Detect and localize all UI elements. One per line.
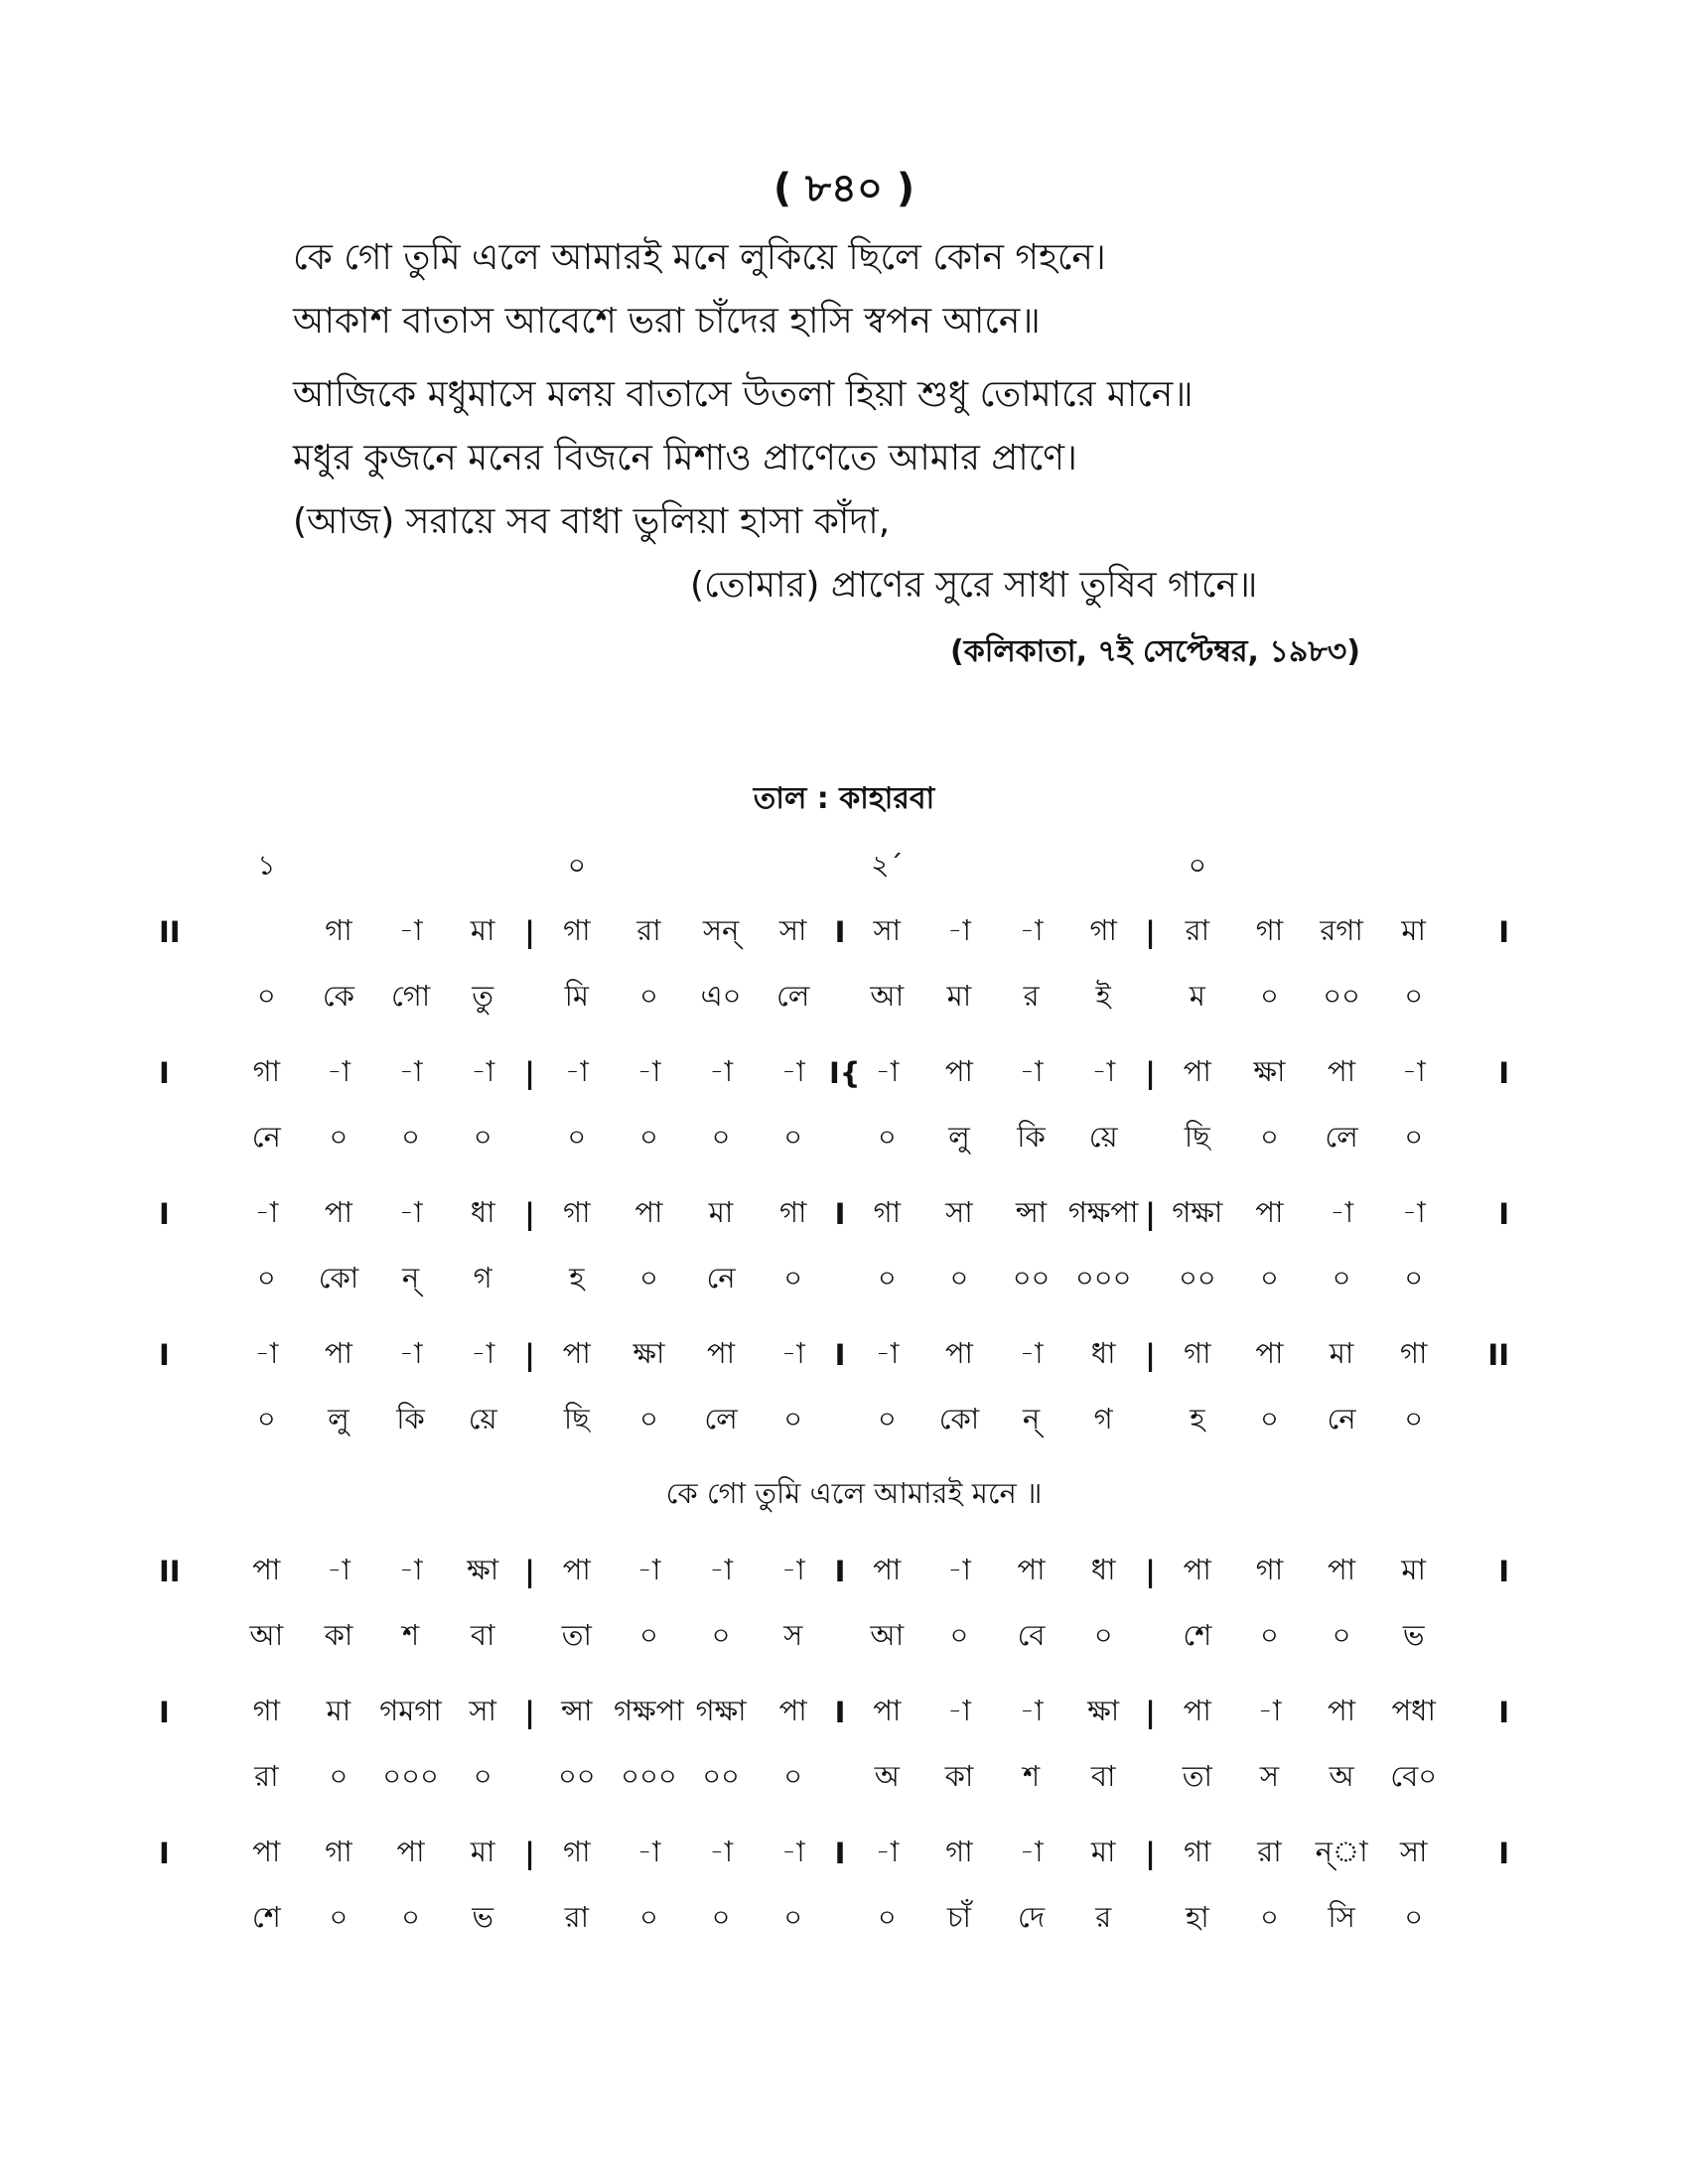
notation-cell: বা — [470, 1617, 495, 1652]
notation-cell: ০ — [783, 1899, 803, 1934]
notation-cell: পা — [324, 1335, 352, 1370]
notation-cell: ধা — [470, 1194, 495, 1229]
notation-cell: গা — [1255, 912, 1284, 947]
lyric-syllable-row — [159, 1247, 1509, 1312]
notation-cell: গক্ষপা — [1067, 1194, 1139, 1229]
notation-cell: দে — [1018, 1899, 1046, 1934]
notation-cell: গা — [945, 1834, 973, 1868]
barline: | — [1145, 1837, 1156, 1870]
notation-cell: ০০ — [702, 1758, 740, 1793]
notation-cell: হ — [569, 1260, 585, 1295]
notation-cell: শ — [1022, 1758, 1041, 1793]
notation-cell: -া — [1019, 1053, 1044, 1088]
notation-cell: ক্ষা — [467, 1552, 499, 1586]
notation-cell: ০ — [401, 1899, 420, 1934]
notation-cell: মা — [470, 1834, 495, 1868]
lyric-syllable-row — [159, 965, 1509, 1030]
notation-cell: -া — [780, 1335, 805, 1370]
notation-cell: নে — [706, 1260, 736, 1295]
notation-cell: রগা — [1320, 912, 1363, 947]
notation-cell: রা — [564, 1899, 589, 1934]
notation-cell: গা — [1089, 912, 1117, 947]
notation-cell: তু — [472, 978, 494, 1013]
notation-cell: গা — [563, 1834, 591, 1868]
notation-cell: -া — [636, 1834, 661, 1868]
notation-cell: গা — [778, 1194, 807, 1229]
notation-cell: ০ — [329, 1899, 349, 1934]
notation-cell — [230, 908, 303, 957]
notation-cell: ০ — [783, 1758, 803, 1793]
lyric-syllable-row — [159, 1745, 1509, 1811]
notation-cell: ন্া — [1315, 1834, 1368, 1868]
notation-cell: পা — [1255, 1194, 1284, 1229]
barline: | — [1145, 915, 1156, 949]
notation-cell: কি — [1017, 1119, 1046, 1154]
barline: I — [159, 1056, 170, 1090]
notation-cell: ন্ — [401, 1260, 420, 1295]
notation-cell: পা — [1328, 1552, 1356, 1586]
notation-cell: গক্ষপা — [614, 1693, 684, 1727]
notation-cell: -া — [398, 912, 423, 947]
notation-cell: ধা — [1090, 1335, 1116, 1370]
notation-cell: আ — [870, 1617, 905, 1652]
notation-cell: ছি — [563, 1401, 590, 1435]
notation-cell: পা — [396, 1834, 425, 1868]
notation-cell: এ০ — [700, 978, 742, 1013]
lyric-line: আজিকে মধুমাসে মলয় বাতাসে উতলা হিয়া শুধু তোমারে মানে॥ — [293, 374, 1194, 415]
notation-cell: সা — [469, 1693, 496, 1727]
notation-cell: ০ — [329, 1119, 349, 1154]
barline: I — [834, 915, 846, 949]
notation-cell: পা — [1328, 1053, 1356, 1088]
notation-cell: সা — [778, 912, 807, 947]
notation-cell: ০ — [1093, 1617, 1113, 1652]
notation-cell: -া — [254, 1194, 279, 1229]
notation-cell: গ — [473, 1260, 492, 1295]
notation-cell: ০ — [1404, 1899, 1424, 1934]
notation-cell: ০ — [473, 1758, 492, 1793]
notation-cell: গা — [252, 1693, 281, 1727]
swara-row — [159, 1040, 1509, 1106]
notation-cell: ০ — [877, 1899, 897, 1934]
notation-cell: মা — [1401, 1552, 1426, 1586]
notation-cell: ০ — [1260, 1260, 1279, 1295]
notation-cell: শে — [1183, 1617, 1212, 1652]
notation-cell: ০ — [473, 1119, 492, 1154]
notation-cell: ধা — [1090, 1552, 1116, 1586]
notation-cell: গ — [1093, 1401, 1113, 1435]
notation-cell: পা — [324, 1194, 352, 1229]
barline: | — [1145, 1056, 1156, 1090]
notation-cell: বে০ — [1390, 1758, 1438, 1793]
notation-cell: -া — [780, 1053, 805, 1088]
notation-cell: ০ — [783, 1119, 803, 1154]
swara-row — [159, 1539, 1509, 1604]
notation-cell: -া — [780, 1834, 805, 1868]
swara-row — [159, 1181, 1509, 1247]
notation-cell: য়ে — [1088, 1119, 1118, 1154]
notation-cell: ০ — [1332, 1260, 1351, 1295]
notation-cell: মা — [946, 978, 972, 1013]
notation-cell: অ — [874, 1758, 900, 1793]
notation-cell: পা — [944, 1335, 973, 1370]
barline: I — [1498, 1197, 1509, 1231]
notation-cell: পধা — [1391, 1693, 1436, 1727]
notation-cell: গা — [563, 1194, 591, 1229]
notation-cell: পা — [1017, 1552, 1046, 1586]
notation-cell: -া — [471, 1053, 495, 1088]
barline: I — [159, 1197, 170, 1231]
notation-cell: লু — [328, 1401, 350, 1435]
notation-cell: গমগা — [379, 1693, 442, 1727]
tala-heading: তাল : কাহারবা — [753, 781, 935, 816]
notation-cell: গা — [325, 912, 352, 947]
notation-cell: -া — [709, 1834, 733, 1868]
notation-cell: কি — [396, 1401, 425, 1435]
notation-cell: পা — [562, 1335, 591, 1370]
notation-cell: হা — [1185, 1899, 1209, 1934]
lyric-syllable-row — [159, 1604, 1509, 1670]
notation-cell: লে — [1325, 1119, 1358, 1154]
notation-cell: অ — [1329, 1758, 1354, 1793]
notation-cell: -া — [1401, 1194, 1426, 1229]
notation-cell: -া — [1330, 1194, 1353, 1229]
notation-cell: -া — [327, 1552, 351, 1586]
notation-cell: -া — [398, 1552, 423, 1586]
barline: II — [1487, 1338, 1509, 1372]
notation-cell: ০ — [1404, 1260, 1424, 1295]
notation-cell: র — [1023, 978, 1040, 1013]
notation-cell: মি — [564, 978, 590, 1013]
notation-cell: মা — [1329, 1335, 1354, 1370]
barline: I — [834, 1696, 846, 1729]
barline: | — [524, 1338, 535, 1372]
notation-cell: ০ — [1260, 978, 1279, 1013]
notation-cell: ই — [1095, 978, 1111, 1013]
notation-cell: -া — [1091, 1053, 1116, 1088]
notation-cell: গো — [390, 978, 431, 1013]
notation-cell: -া — [947, 912, 971, 947]
notation-cell: কো — [938, 1401, 980, 1435]
notation-cell: পা — [707, 1335, 736, 1370]
notation-cell: ০ — [949, 1617, 969, 1652]
notation-cell: শে — [251, 1899, 281, 1934]
notation-cell: -া — [947, 1693, 971, 1727]
notation-cell: গা — [873, 1194, 902, 1229]
notation-cell: ০ — [256, 1401, 276, 1435]
notation-cell: ০ — [877, 1260, 897, 1295]
notation-cell: -া — [254, 1335, 279, 1370]
notation-cell: মা — [1090, 1834, 1116, 1868]
notation-cell: পা — [1183, 1053, 1211, 1088]
notation-cell: -া — [636, 1552, 661, 1586]
notation-cell: -া — [564, 1053, 589, 1088]
notation-cell: লে — [776, 978, 810, 1013]
notation-cell: -া — [709, 1053, 733, 1088]
notation-cell: ০ — [711, 1899, 731, 1934]
notation-cell: আ — [249, 1617, 284, 1652]
notation-cell: ০ — [256, 1260, 276, 1295]
notation-cell: ০ — [329, 1758, 349, 1793]
notation-cell: গা — [1255, 1552, 1284, 1586]
notation-cell: আ — [870, 978, 905, 1013]
beat-marker: ০ — [1188, 848, 1206, 882]
notation-cell: -া — [636, 1053, 661, 1088]
notation-cell: কো — [318, 1260, 359, 1295]
barline: I — [1498, 1056, 1509, 1090]
beat-marker-row — [159, 834, 1509, 899]
notation-cell: -া — [875, 1053, 900, 1088]
notation-cell: -া — [471, 1335, 495, 1370]
notation-cell: ০ — [877, 1401, 897, 1435]
barline: II — [159, 915, 181, 949]
notation-cell: ০ — [639, 1260, 658, 1295]
notation-cell: সি — [1328, 1899, 1355, 1934]
notation-cell: বে — [1017, 1617, 1046, 1652]
notation-cell: ক্ষা — [633, 1335, 665, 1370]
barline: I — [159, 1696, 170, 1729]
notation-cell: গা — [252, 1053, 281, 1088]
notation-cell: ভ — [1402, 1617, 1425, 1652]
notation-cell: গক্ষা — [695, 1693, 747, 1727]
notation-cell: -া — [1257, 1693, 1282, 1727]
notation-cell: পা — [252, 1552, 281, 1586]
barline: | — [524, 915, 535, 949]
notation-cell: ক্ষা — [1087, 1693, 1120, 1727]
barline: | — [524, 1056, 535, 1090]
barline: I — [834, 1555, 846, 1588]
notation-cell: ০০ — [1178, 1260, 1216, 1295]
notation-cell: হ — [1190, 1401, 1205, 1435]
notation-cell: কা — [324, 1617, 353, 1652]
notation-cell: তা — [1182, 1758, 1212, 1793]
notation-cell: শ — [401, 1617, 420, 1652]
notation-cell: বা — [1090, 1758, 1116, 1793]
notation-cell: -া — [398, 1053, 423, 1088]
notation-cell: ০ — [639, 978, 658, 1013]
notation-cell: ০০ — [1323, 978, 1360, 1013]
barline: | — [524, 1696, 535, 1729]
notation-cell: নে — [1327, 1401, 1356, 1435]
barline: | — [1145, 1197, 1156, 1231]
notation-cell: পা — [634, 1194, 663, 1229]
refrain-line: কে গো তুমি এলে আমারই মনে ॥ — [665, 1476, 1043, 1510]
notation-cell: ০ — [401, 1119, 420, 1154]
barline: I — [1498, 1837, 1509, 1870]
barline: I — [834, 1338, 846, 1372]
notation-cell: ০ — [567, 1119, 587, 1154]
notation-cell: গা — [1399, 1335, 1428, 1370]
swara-row — [159, 1821, 1509, 1886]
notation-cell: লে — [704, 1401, 738, 1435]
notation-cell: -া — [1019, 1693, 1044, 1727]
notation-cell: পা — [1255, 1335, 1284, 1370]
notation-table — [159, 834, 1509, 1962]
notation-cell: পা — [1183, 1693, 1211, 1727]
notation-cell: ছি — [1184, 1119, 1210, 1154]
notation-cell: -া — [875, 1834, 900, 1868]
notation-cell: নে — [251, 1119, 281, 1154]
notation-cell: সা — [1399, 1834, 1428, 1868]
notation-cell: ন্ — [1022, 1401, 1041, 1435]
notation-cell: -া — [709, 1552, 733, 1586]
notation-cell: -া — [327, 1053, 351, 1088]
barline: | — [524, 1197, 535, 1231]
notation-cell: স — [1259, 1758, 1280, 1793]
barline: | — [1145, 1555, 1156, 1588]
notation-cell: ০০০ — [382, 1758, 439, 1793]
notation-cell: কে — [322, 978, 354, 1013]
notation-cell: -া — [398, 1335, 423, 1370]
notation-cell: -া — [1019, 912, 1044, 947]
notation-cell: ০০ — [557, 1758, 596, 1793]
lyric-line: আকাশ বাতাস আবেশে ভরা চাঁদের হাসি স্বপন আনে॥ — [293, 301, 1041, 341]
beat-marker: ১ — [257, 848, 276, 882]
barline: | — [1145, 1696, 1156, 1729]
notation-cell: ০ — [949, 1260, 969, 1295]
notation-cell: রা — [1257, 1834, 1282, 1868]
barline: I — [159, 1837, 170, 1870]
lyric-line: কে গো তুমি এলে আমারই মনে লুকিয়ে ছিলে কোন গহনে। — [293, 237, 1106, 278]
barline: I — [1498, 1696, 1509, 1729]
notation-cell: রা — [636, 912, 661, 947]
notation-cell: ০ — [1404, 978, 1424, 1013]
barline: I{ — [829, 1056, 861, 1090]
notation-cell: ০ — [639, 1617, 658, 1652]
notation-cell: ক্ষা — [1253, 1053, 1286, 1088]
notation-cell: ০০০ — [1074, 1260, 1132, 1295]
notation-cell: ম — [1189, 978, 1205, 1013]
notation-cell: -া — [947, 1552, 971, 1586]
barline: II — [159, 1555, 181, 1588]
notation-cell: ন্সা — [561, 1693, 593, 1727]
notation-cell: পা — [1183, 1552, 1211, 1586]
notation-rows — [159, 899, 1509, 1952]
notation-cell: গা — [1184, 1335, 1211, 1370]
swara-row — [159, 899, 1509, 965]
place-date: (কলিকাতা, ৭ই সেপ্টেম্বর, ১৯৮৩) — [950, 634, 1360, 669]
notation-cell: -া — [398, 1194, 423, 1229]
barline: | — [524, 1837, 535, 1870]
notation-cell: ০ — [711, 1617, 731, 1652]
notation-cell: পা — [873, 1552, 902, 1586]
notation-cell: লু — [948, 1119, 970, 1154]
notation-cell: -া — [875, 1335, 900, 1370]
lyric-line: (তোমার) প্রাণের সুরে সাধা তুষিব গানে॥ — [690, 565, 1258, 606]
lyric-syllable-row — [159, 1886, 1509, 1952]
barline: | — [1145, 1338, 1156, 1372]
notation-cell: ০ — [1260, 1617, 1279, 1652]
notation-cell: রা — [254, 1758, 279, 1793]
notation-cell: সা — [873, 912, 902, 947]
notation-cell: ০ — [877, 1119, 897, 1154]
notation-cell: ০ — [1260, 1899, 1279, 1934]
barline: I — [834, 1197, 846, 1231]
notation-cell: ০ — [1404, 1119, 1424, 1154]
lyric-syllable-row — [159, 1388, 1509, 1453]
notation-cell: য়ে — [468, 1401, 497, 1435]
notation-cell: -া — [780, 1552, 805, 1586]
notation-cell: তা — [561, 1617, 592, 1652]
notation-cell: ন্সা — [1015, 1194, 1048, 1229]
notation-cell: পা — [944, 1053, 973, 1088]
barline: I — [1498, 915, 1509, 949]
notation-cell: মা — [326, 1693, 352, 1727]
notation-cell: -া — [1019, 1335, 1044, 1370]
notation-cell: ০০০ — [621, 1758, 677, 1793]
barline: I — [1498, 1555, 1509, 1588]
page-number: ( ৮৪০ ) — [773, 166, 915, 211]
notation-cell: পা — [252, 1834, 281, 1868]
notation-cell: মা — [708, 1194, 734, 1229]
notation-cell: ০ — [639, 1119, 658, 1154]
lyric-line: (আজ) সরায়ে সব বাধা ভুলিয়া হাসা কাঁদা, — [293, 501, 891, 542]
notation-cell: গক্ষা — [1172, 1194, 1223, 1229]
notation-cell: পা — [778, 1693, 807, 1727]
lyrics-block — [293, 226, 1484, 617]
notation-cell: ০০ — [1012, 1260, 1051, 1295]
beat-marker: ২´ — [871, 848, 904, 882]
barline: | — [524, 1555, 535, 1588]
notation-cell: পা — [562, 1552, 591, 1586]
notation-cell: ০ — [639, 1899, 658, 1934]
notation-cell: ০ — [1332, 1617, 1351, 1652]
notation-cell: রা — [1185, 912, 1209, 947]
notation-cell: ০ — [711, 1119, 731, 1154]
lyric-syllable-row — [159, 1106, 1509, 1171]
notation-cell: সা — [945, 1194, 973, 1229]
notation-cell: গা — [1184, 1834, 1211, 1868]
notation-cell: মা — [470, 912, 495, 947]
notation-cell: গা — [325, 1834, 352, 1868]
notation-cell: কা — [944, 1758, 974, 1793]
swara-row — [159, 1322, 1509, 1388]
notation-cell: ০ — [1260, 1119, 1279, 1154]
notation-cell: ০ — [639, 1401, 658, 1435]
notation-cell: গা — [563, 912, 591, 947]
notation-cell: ০ — [783, 1260, 803, 1295]
notation-cell: সন্ — [702, 912, 740, 947]
notation-cell: ০ — [256, 978, 276, 1013]
barline: I — [834, 1837, 846, 1870]
notation-cell: স — [783, 1617, 803, 1652]
swara-row — [159, 1680, 1509, 1745]
barline: I — [159, 1338, 170, 1372]
notation-cell: ০ — [1404, 1401, 1424, 1435]
notation-cell: মা — [1401, 912, 1426, 947]
notation-cell: ভ — [472, 1899, 493, 1934]
beat-marker: ০ — [567, 848, 586, 882]
notation-cell: -া — [1019, 1834, 1044, 1868]
notation-cell: পা — [873, 1693, 902, 1727]
notation-cell: ০ — [1260, 1401, 1279, 1435]
notation-cell: -া — [1401, 1053, 1426, 1088]
notation-cell: র — [1095, 1899, 1112, 1934]
notation-cell: পা — [1328, 1693, 1356, 1727]
lyric-line: মধুর কুজনে মনের বিজনে মিশাও প্রাণেতে আমার প্রাণে। — [293, 438, 1077, 478]
notation-cell: ০ — [783, 1401, 803, 1435]
notation-cell: চাঁ — [946, 1899, 971, 1934]
